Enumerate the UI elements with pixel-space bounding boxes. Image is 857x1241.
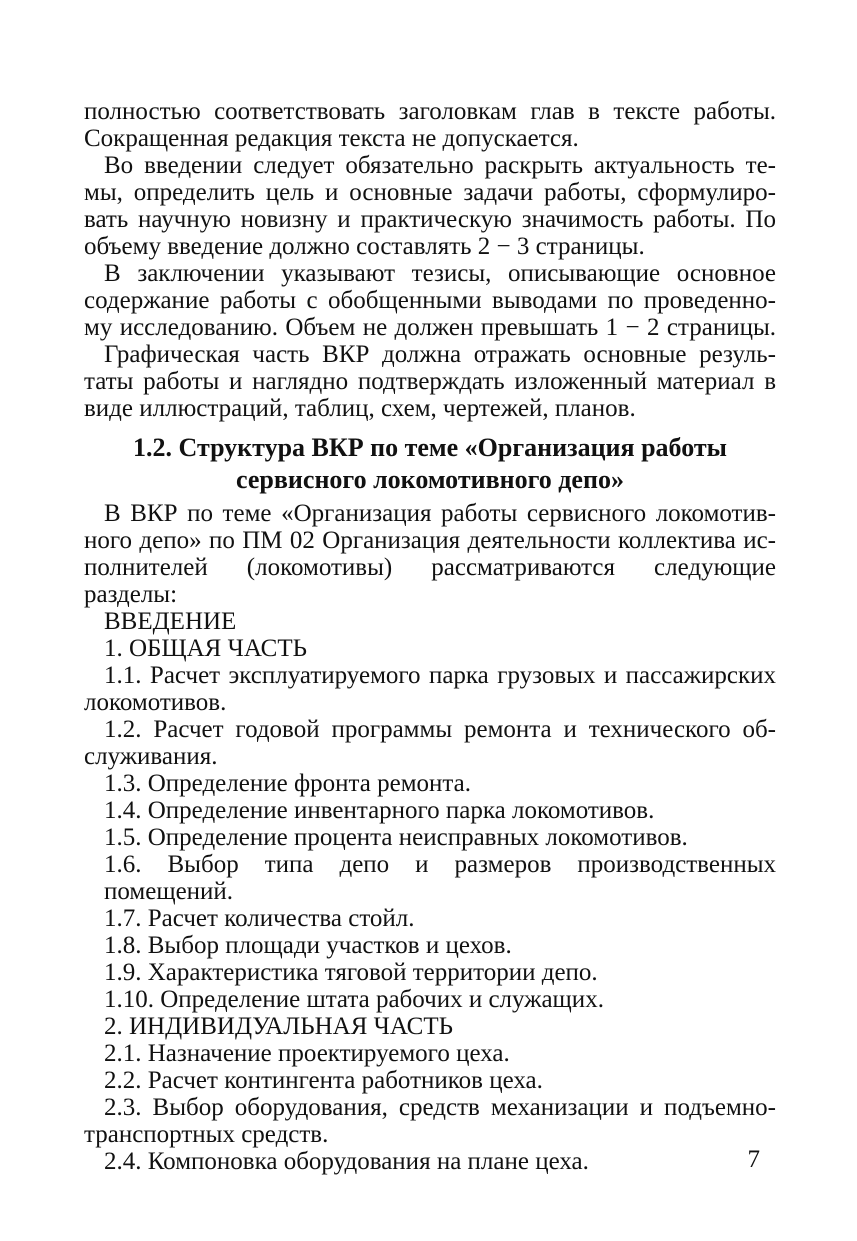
text-line: 1.7. Расчет количества стойл. (104, 905, 415, 932)
text-line: 1.2. Структура ВКР по теме «Организация работы (133, 433, 727, 462)
paragraph (84, 1148, 776, 1175)
text-line: таты работы и наглядно подтверждать изложенный материал в (84, 368, 776, 395)
text-line: 1. ОБЩАЯ ЧАСТЬ (104, 635, 307, 662)
paragraph (84, 98, 776, 152)
text-line: 1.1. Расчет эксплуатируемого парка грузовых и пассажирских (104, 662, 776, 689)
paragraph (84, 770, 776, 797)
paragraph (84, 959, 776, 986)
section-heading (84, 432, 776, 496)
page-number: 7 (747, 1146, 760, 1173)
text-line: 1.10. Определение штата рабочих и служащих. (104, 986, 604, 1013)
text-line: сервисного локомотивного депо» (236, 465, 624, 494)
text-line: 1.6. Выбор типа депо и размеров производственных помещений. (104, 851, 776, 905)
paragraph (84, 260, 776, 341)
paragraph (84, 1067, 776, 1094)
text-line: транспортных средств. (84, 1121, 329, 1148)
text-line: му исследованию. Объем не должен превышать 1 − 2 страницы. (84, 314, 776, 341)
paragraph (84, 1094, 776, 1148)
text-line: 1.2. Расчет годовой программы ремонта и технического об- (104, 716, 776, 743)
text-line: 2. ИНДИВИДУАЛЬНАЯ ЧАСТЬ (104, 1013, 453, 1040)
paragraph (84, 608, 776, 635)
text-line: Во введении следует обязательно раскрыть актуальность те- (104, 152, 776, 179)
paragraph (84, 797, 776, 824)
text-line: содержание работы с обобщенными выводами по проведенно- (84, 287, 776, 314)
paragraph (84, 635, 776, 662)
text-line: 1.8. Выбор площади участков и цехов. (104, 932, 512, 959)
text-line: 2.3. Выбор оборудования, средств механизации и подъемно- (104, 1094, 776, 1121)
text-line: ВВЕДЕНИЕ (104, 608, 237, 635)
paragraph (84, 1013, 776, 1040)
text-line: Графическая часть ВКР должна отражать основные резуль- (104, 341, 776, 368)
text-line: ного депо» по ПМ 02 Организация деятельности коллектива ис- (84, 527, 776, 554)
paragraph (84, 341, 776, 422)
text-line: полностью соответствовать заголовкам глав в тексте работы. (84, 98, 776, 125)
text-line: 2.4. Компоновка оборудования на плане цеха. (104, 1148, 589, 1175)
text-line: мы, определить цель и основные задачи работы, сформулиро- (84, 179, 776, 206)
text-line: 2.2. Расчет контингента работников цеха. (104, 1067, 543, 1094)
text-line: 2.1. Назначение проектируемого цеха. (104, 1040, 510, 1067)
text-line: полнителей (локомотивы) рассматриваются следующие разделы: (84, 554, 776, 608)
paragraph (84, 1040, 776, 1067)
text-line: 1.3. Определение фронта ремонта. (104, 770, 471, 797)
paragraph (84, 662, 776, 716)
paragraph (84, 905, 776, 932)
text-block (84, 98, 776, 1175)
text-line: В заключении указывают тезисы, описывающие основное (104, 260, 776, 287)
text-line: вать научную новизну и практическую значимость работы. По (84, 206, 776, 233)
paragraph (84, 986, 776, 1013)
paragraph (84, 152, 776, 260)
text-line: 1.5. Определение процента неисправных локомотивов. (104, 824, 688, 851)
text-line: Сокращенная редакция текста не допускается. (84, 125, 579, 152)
paragraph (84, 500, 776, 608)
text-line: виде иллюстраций, таблиц, схем, чертежей, планов. (84, 395, 636, 422)
paragraph (84, 932, 776, 959)
text-line: объему введение должно составлять 2 − 3 страницы. (84, 233, 645, 260)
text-line: В ВКР по теме «Организация работы сервисного локомотив- (104, 500, 776, 527)
paragraph (84, 851, 776, 905)
text-line: 1.4. Определение инвентарного парка локомотивов. (104, 797, 655, 824)
paragraph (84, 824, 776, 851)
text-line: локомотивов. (84, 689, 227, 716)
text-line: служивания. (84, 743, 218, 770)
text-line: 1.9. Характеристика тяговой территории депо. (104, 959, 598, 986)
paragraph (84, 716, 776, 770)
